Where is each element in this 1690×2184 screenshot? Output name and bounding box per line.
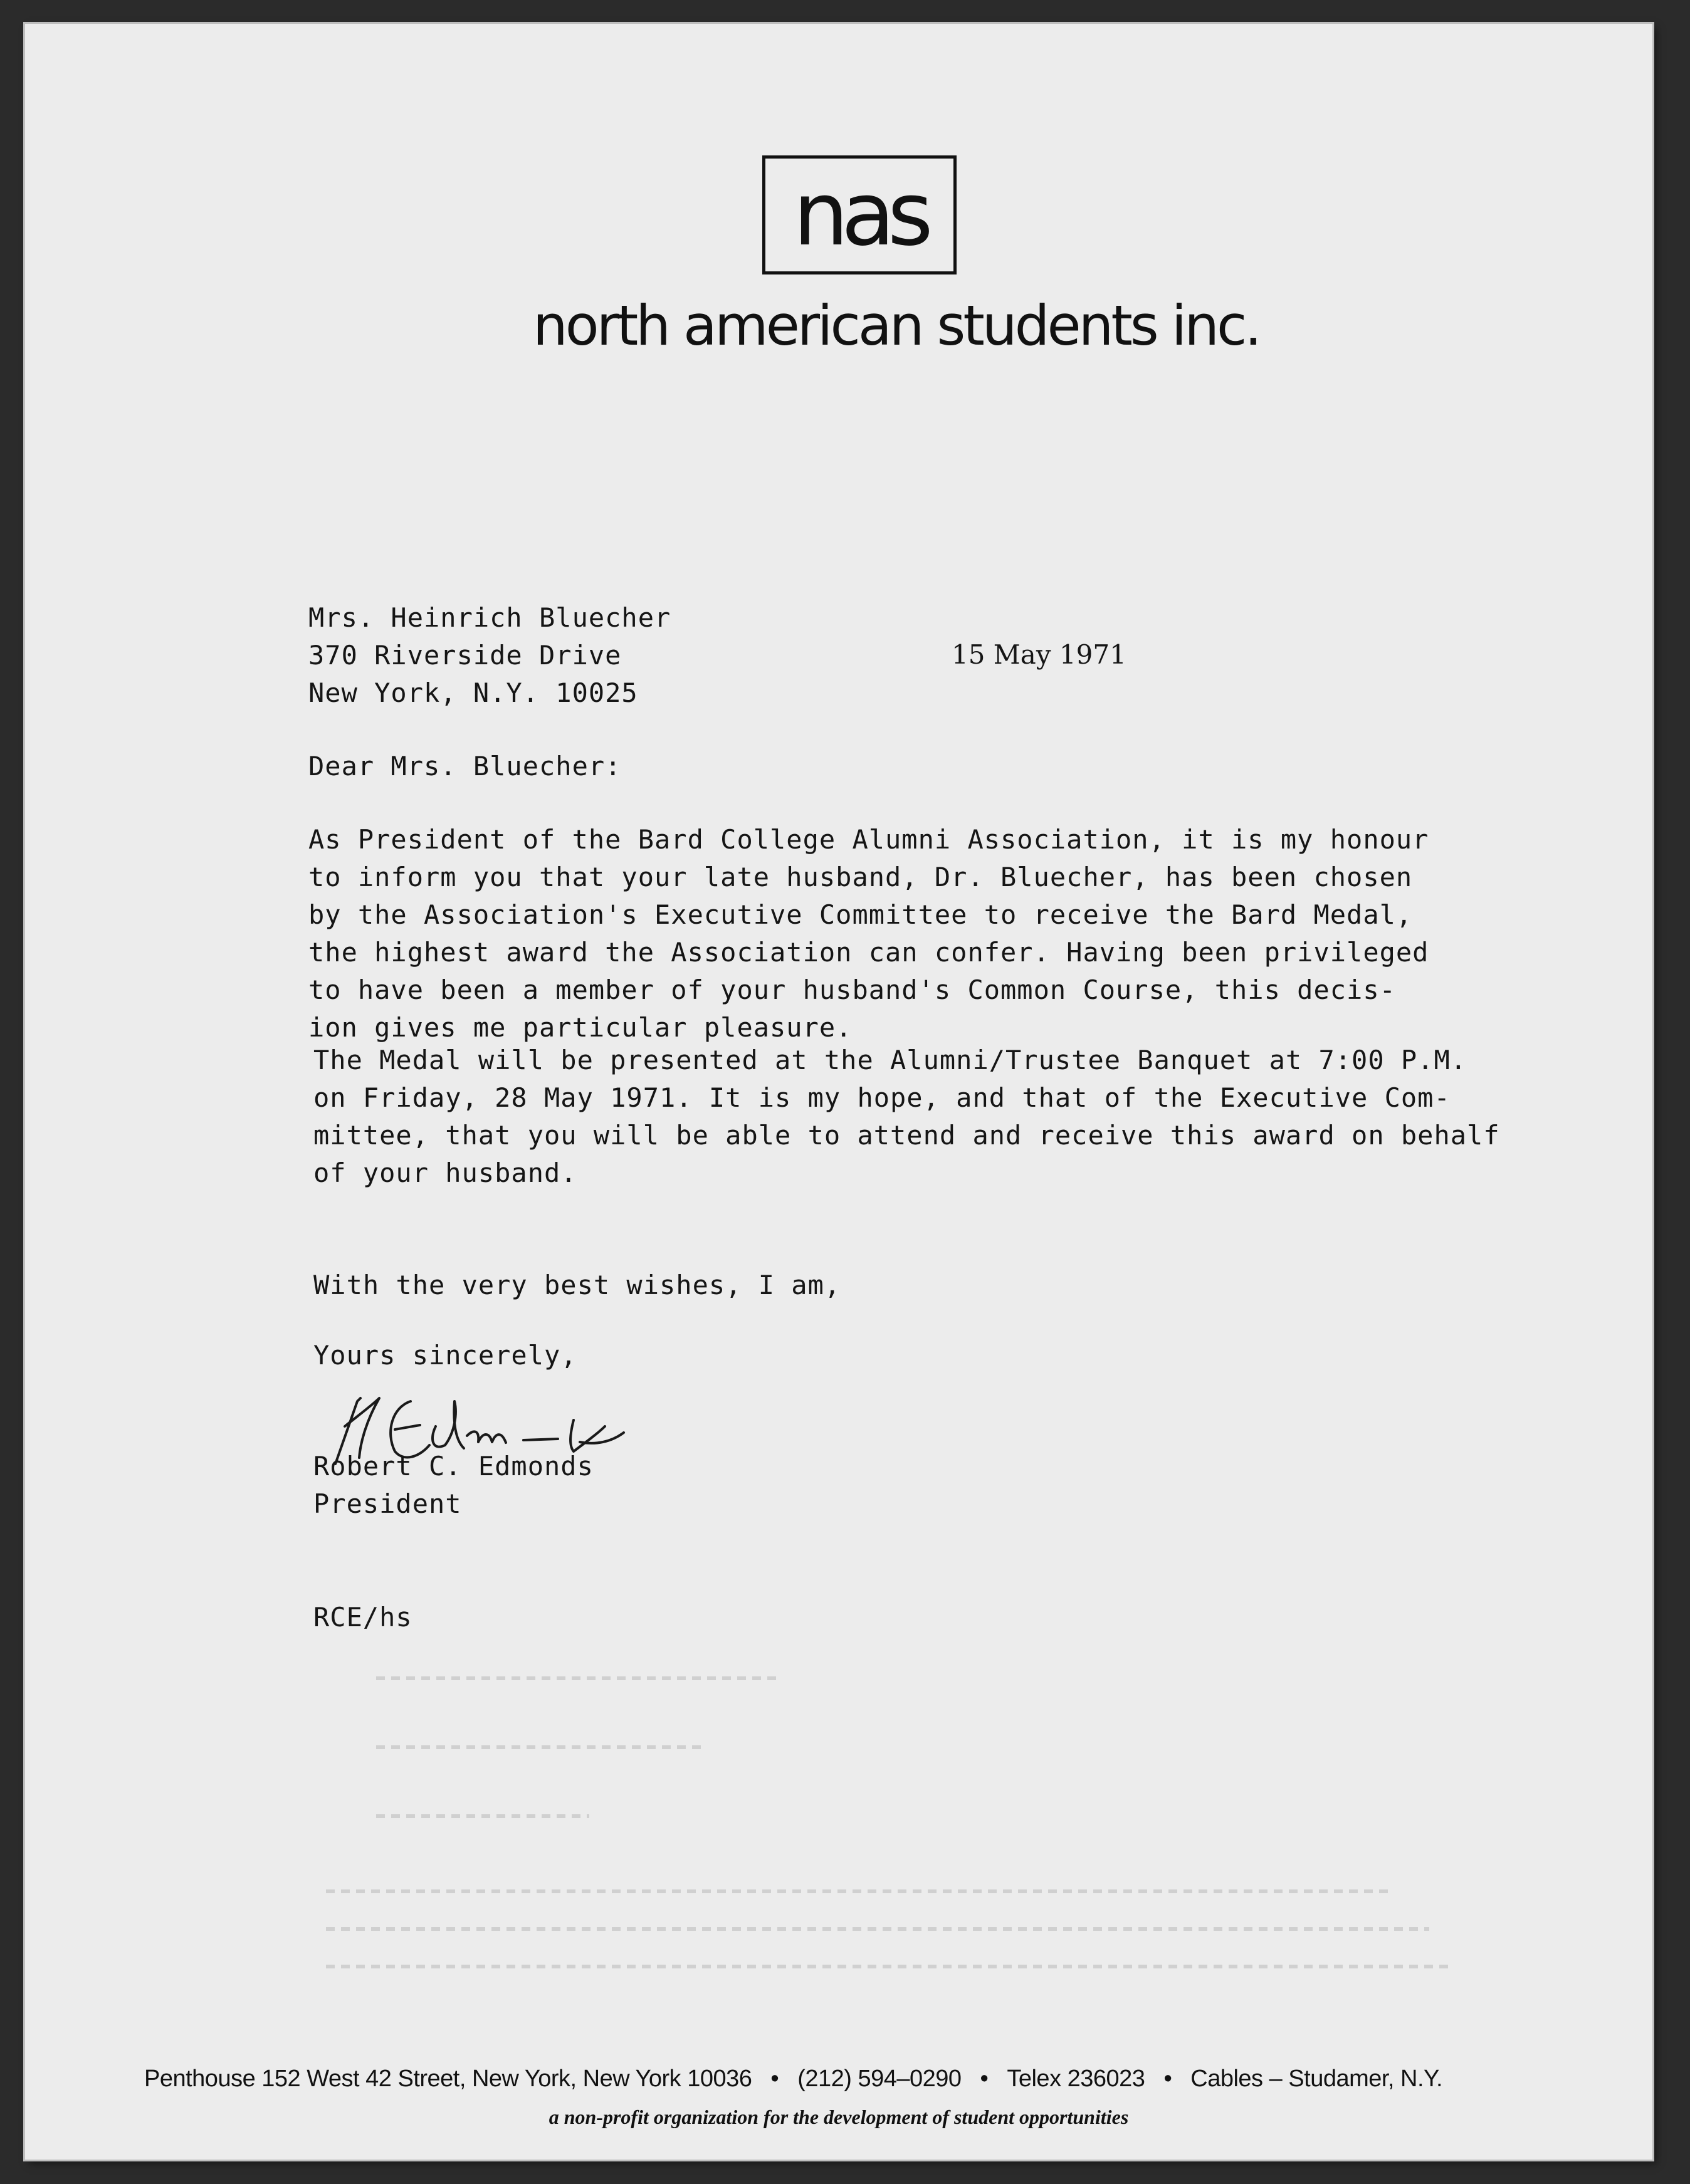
body-paragraph-2 <box>313 1042 1500 1192</box>
bullet-separator: • <box>980 2066 989 2092</box>
recipient-address <box>308 599 671 712</box>
paragraph-line: The Medal will be presented at the Alumni/Trustee Banquet at 7:00 P.M. <box>313 1045 1467 1075</box>
paragraph-line: As President of the Bard College Alumni Association, it is my honour <box>308 824 1429 855</box>
bleed-through-marks <box>326 1653 1454 2029</box>
paragraph-line: of your husband. <box>313 1157 577 1188</box>
letter-date: 15 May 1971 <box>952 639 1126 670</box>
closing-wishes: With the very best wishes, I am, <box>313 1270 841 1300</box>
organization-name: north american students inc. <box>533 293 1260 358</box>
body-paragraph-1 <box>308 821 1429 1047</box>
footer-tagline: a non-profit organization for the development of student opportunities <box>548 2106 1129 2128</box>
bullet-separator: • <box>770 2066 779 2092</box>
paragraph-line: by the Association's Executive Committee to receive the Bard Medal, <box>308 899 1413 930</box>
typist-initials: RCE/hs <box>313 1602 412 1633</box>
recipient-city: New York, N.Y. 10025 <box>308 677 638 708</box>
recipient-name: Mrs. Heinrich Bluecher <box>308 602 671 633</box>
paragraph-line: ion gives me particular pleasure. <box>308 1012 853 1043</box>
footer-phone: (212) 594–0290 <box>797 2066 962 2092</box>
footer-contact-line <box>144 2066 1442 2093</box>
paragraph-line: to inform you that your late husband, Dr. Bluecher, has been chosen <box>308 862 1413 892</box>
paragraph-line: the highest award the Association can confer. Having been privileged <box>308 937 1429 968</box>
signer-name: Robert C. Edmonds <box>313 1451 594 1481</box>
paragraph-line: to have been a member of your husband's Common Course, this decis- <box>308 974 1396 1005</box>
paragraph-line: on Friday, 28 May 1971. It is my hope, and that of the Executive Com- <box>313 1082 1451 1113</box>
nas-logo <box>762 155 957 274</box>
closing: Yours sincerely, <box>313 1340 577 1371</box>
footer-telex: Telex 236023 <box>1007 2066 1145 2092</box>
bullet-separator: • <box>1163 2066 1172 2092</box>
salutation: Dear Mrs. Bluecher: <box>308 751 622 781</box>
paragraph-line: mittee, that you will be able to attend and receive this award on behalf <box>313 1120 1500 1151</box>
letter-page <box>25 24 1652 2160</box>
logo-text: nas <box>793 164 926 266</box>
footer-address: Penthouse 152 West 42 Street, New York, New York 10036 <box>144 2066 752 2092</box>
signer-block <box>313 1448 594 1523</box>
signer-title: President <box>313 1488 462 1519</box>
footer-cables: Cables – Studamer, N.Y. <box>1190 2066 1443 2092</box>
recipient-street: 370 Riverside Drive <box>308 640 622 671</box>
